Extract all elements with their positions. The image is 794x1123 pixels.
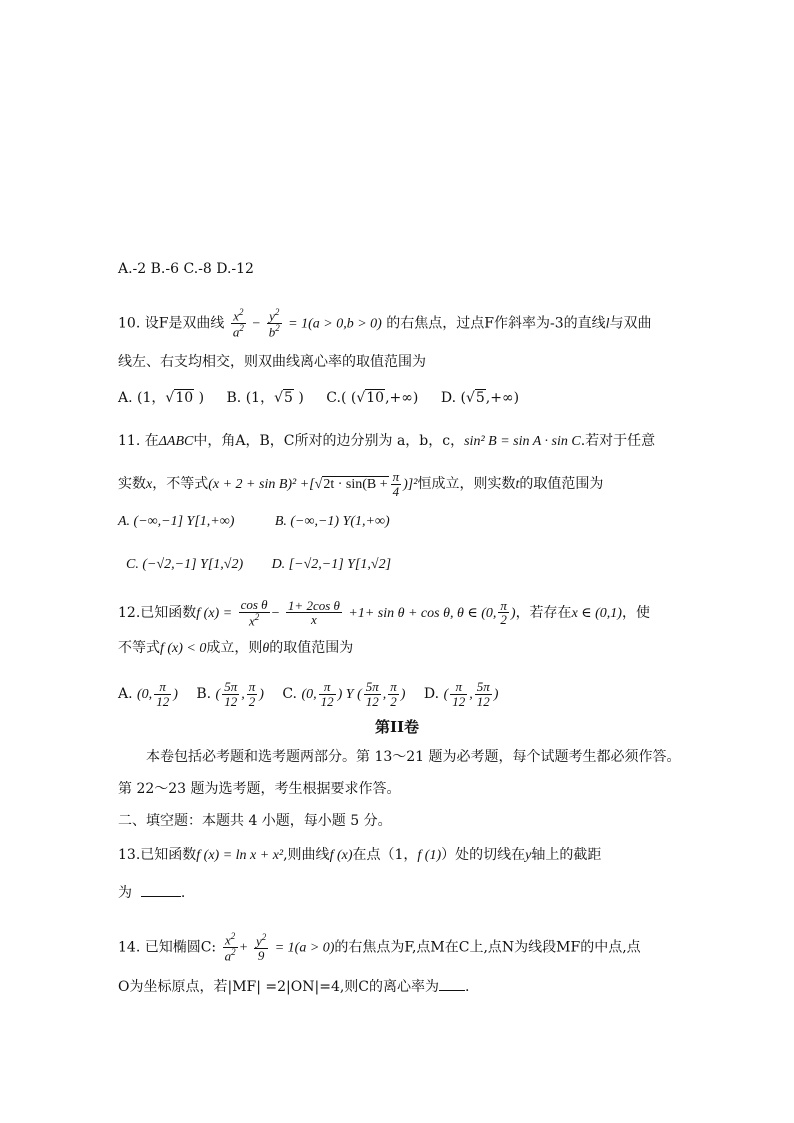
q12-frac2: $\frac{\text{1+ 2cos θ}}{x}$ bbox=[287, 597, 340, 628]
q11-triangle: ΔABC bbox=[158, 434, 194, 449]
q12-option-d: D. ( $\frac{\pi}{12}$ , $\frac{5\pi}{12}$ ) bbox=[423, 679, 499, 709]
q11-line2a: 实数 bbox=[118, 476, 146, 493]
q11-line2c: 恒成立，则实数 bbox=[417, 476, 516, 493]
q11-option-b: B. (−∞,−1) Y(1,+∞) bbox=[274, 514, 390, 529]
q14-frac-x: $\frac{x^2}{a^2}$ bbox=[224, 931, 236, 964]
q13-eq: f (x) = ln x + x² bbox=[196, 848, 284, 863]
section-fill-in: 二、填空题：本题共 4 小题，每小题 5 分。 bbox=[118, 813, 392, 829]
q11-ineq-c: )]² bbox=[403, 477, 418, 493]
q12-options bbox=[118, 680, 498, 708]
q11-x: x bbox=[146, 477, 153, 493]
q12-plus: +1+ sin θ + cos θ, θ ∈ (0, bbox=[348, 605, 497, 621]
q13-text3: ）处的切线在 bbox=[441, 847, 526, 863]
q14-text1: 的右焦点为F,点M在C上,点N为线段MF的中点,点 bbox=[334, 939, 641, 956]
q13-text2: 在点（1， bbox=[352, 847, 418, 863]
q14-line1: 14. 已知椭圆C: $\frac{x^2}{a^2}$ + $\frac{y^2}{9}$ = 1(a > 0)的右焦点为F,点M在C上,点N为线段MF的中点,点 bbox=[118, 931, 641, 964]
part-title: 第II卷 bbox=[374, 718, 420, 736]
q12-fx: f (x) = bbox=[196, 605, 233, 621]
q14-line2 bbox=[118, 980, 469, 994]
q11-options-ab bbox=[118, 514, 390, 529]
q11-line2 bbox=[118, 470, 603, 498]
q12-close: ) bbox=[510, 605, 516, 621]
q10-option-a: A. (1，√10 ) bbox=[118, 390, 205, 406]
q12-line2c: 成立，则 bbox=[206, 640, 263, 656]
q12-option-b: B. ( $\frac{5\pi}{12}$ , $\frac{\pi}{2}$ ) bbox=[196, 679, 264, 709]
intro-line2: 第 22～23 题为选考题，考生根据要求作答。 bbox=[118, 781, 401, 797]
q11-t: t bbox=[515, 477, 520, 493]
q13-line2: 为 bbox=[118, 885, 132, 901]
q13-end: . bbox=[180, 885, 186, 901]
q10-frac-x: $\frac{x^2}{a^2}$ bbox=[232, 307, 244, 340]
q10-lead: 10. 设F是双曲线 bbox=[118, 315, 225, 332]
q10-option-c: C.( (√10,+∞) bbox=[326, 390, 419, 406]
q12-frac1: $\frac{\text{cos θ}}{x^2}$ bbox=[240, 597, 268, 628]
q14-end: . bbox=[465, 979, 470, 995]
q13-text4: 轴上的截距 bbox=[531, 847, 602, 863]
q11-frac-pi4: $\frac{\pi}{4}$ bbox=[392, 469, 400, 499]
q11-text1: 中，角A，B，C所对的边分别为 a，b，c， bbox=[193, 433, 465, 449]
q9-options: A.-2 B.-6 C.-8 D.-12 bbox=[118, 261, 254, 277]
intro-line1: 本卷包括必考题和选考题两部分。第 13～21 题为必考题，每个试题考生都必须作答。 bbox=[146, 749, 681, 765]
q12-cond: x ∈ (0,1) bbox=[571, 605, 622, 621]
q12-text-a: ，若存在 bbox=[515, 604, 572, 621]
q14-frac-y: $\frac{y^2}{9}$ bbox=[255, 931, 267, 963]
q10-line1: 10. 设F是双曲线 $\frac{x^2}{a^2}$ − $\frac{y^2}{b^2}$ = 1(a > 0,b > 0) 的右焦点，过点F作斜率为-3的直线l与双曲 bbox=[118, 307, 652, 340]
q14-eq-tail: = 1(a > 0) bbox=[274, 940, 335, 956]
q10-end: 与双曲 bbox=[609, 315, 652, 332]
q10-frac-y: $\frac{y^2}{b^2}$ bbox=[268, 307, 280, 340]
q13-line1 bbox=[118, 848, 601, 863]
q12-line2b: f (x) < 0 bbox=[160, 641, 207, 656]
q10-eq-tail: = 1(a > 0,b > 0) bbox=[288, 316, 382, 332]
q13-fx: f (x) bbox=[329, 848, 353, 863]
q11-sqrt: √2t · sin(B + bbox=[314, 477, 388, 493]
q11-ineq-a: (x + 2 + sin B)² +[ bbox=[208, 477, 315, 493]
q11-line2b: ，不等式 bbox=[152, 476, 209, 493]
q13-f1: f (1) bbox=[417, 848, 442, 863]
q13-line2 bbox=[118, 886, 185, 900]
q11-option-a: A. (−∞,−1] Y[1,+∞) bbox=[118, 514, 235, 529]
q12-line2d: 的取值范围为 bbox=[269, 640, 354, 656]
q14-lead: 14. 已知椭圆C: bbox=[118, 939, 217, 956]
q11-options-cd bbox=[126, 557, 391, 572]
q11-option-d: D. [−√2,−1] Y[1,√2] bbox=[271, 557, 392, 572]
q11-option-c: C. (−√2,−1] Y[1,√2) bbox=[126, 557, 244, 572]
q10-line2: 线左、右支均相交，则双曲线离心率的取值范围为 bbox=[118, 354, 426, 370]
q11-line2d: 的取值范围为 bbox=[519, 476, 604, 493]
q11-eq1: sin² B = sin A · sin C bbox=[464, 434, 581, 449]
q10-options bbox=[118, 391, 537, 405]
q12-theta: θ bbox=[262, 641, 270, 656]
q13-y: y bbox=[525, 848, 532, 863]
q13-answer-blank[interactable] bbox=[141, 886, 181, 897]
q14-answer-blank[interactable] bbox=[439, 980, 465, 991]
q11-text1b: .若对于任意 bbox=[580, 433, 656, 449]
q12-text-b: ，使 bbox=[621, 604, 650, 621]
q12-frac-pi2: $\frac{\pi}{2}$ bbox=[500, 597, 507, 628]
q12-line2 bbox=[118, 641, 353, 656]
q12-option-c: C. (0, $\frac{\pi}{12}$ ) Y ( $\frac{5\pi}{12}$ , $\frac{\pi}{2}$ ) bbox=[282, 679, 406, 709]
q11-line1 bbox=[118, 434, 655, 449]
q12-option-a: A. (0, $\frac{\pi}{12}$ ) bbox=[118, 679, 178, 709]
q11-lead: 11. 在 bbox=[118, 433, 159, 449]
q10-l: l bbox=[605, 316, 610, 332]
q13-text1: ,则曲线 bbox=[283, 847, 330, 863]
q10-option-b: B. (1，√5 ) bbox=[226, 390, 304, 406]
q12-lead: 12.已知函数 bbox=[118, 604, 197, 621]
q12-line1: 12.已知函数f (x) = $\frac{\text{cos θ}}{x^2}$ − $\frac{\text{1+ 2cos θ}}{x}$ +1+ sin θ + cos θ, θ ∈ (0, $\frac{\pi}{2}$ )，若存在x ∈ (0,1)，使 bbox=[118, 597, 650, 628]
q10-mid: 的右焦点，过点F作斜率为-3的直线 bbox=[386, 315, 606, 332]
q13-lead: 13.已知函数 bbox=[118, 847, 197, 863]
q14-line2: O为坐标原点，若|MF| =2|ON|=4,则C的离心率为 bbox=[118, 979, 440, 995]
q12-line2a: 不等式 bbox=[118, 640, 160, 656]
q10-option-d: D. (√5,+∞) bbox=[440, 390, 520, 406]
